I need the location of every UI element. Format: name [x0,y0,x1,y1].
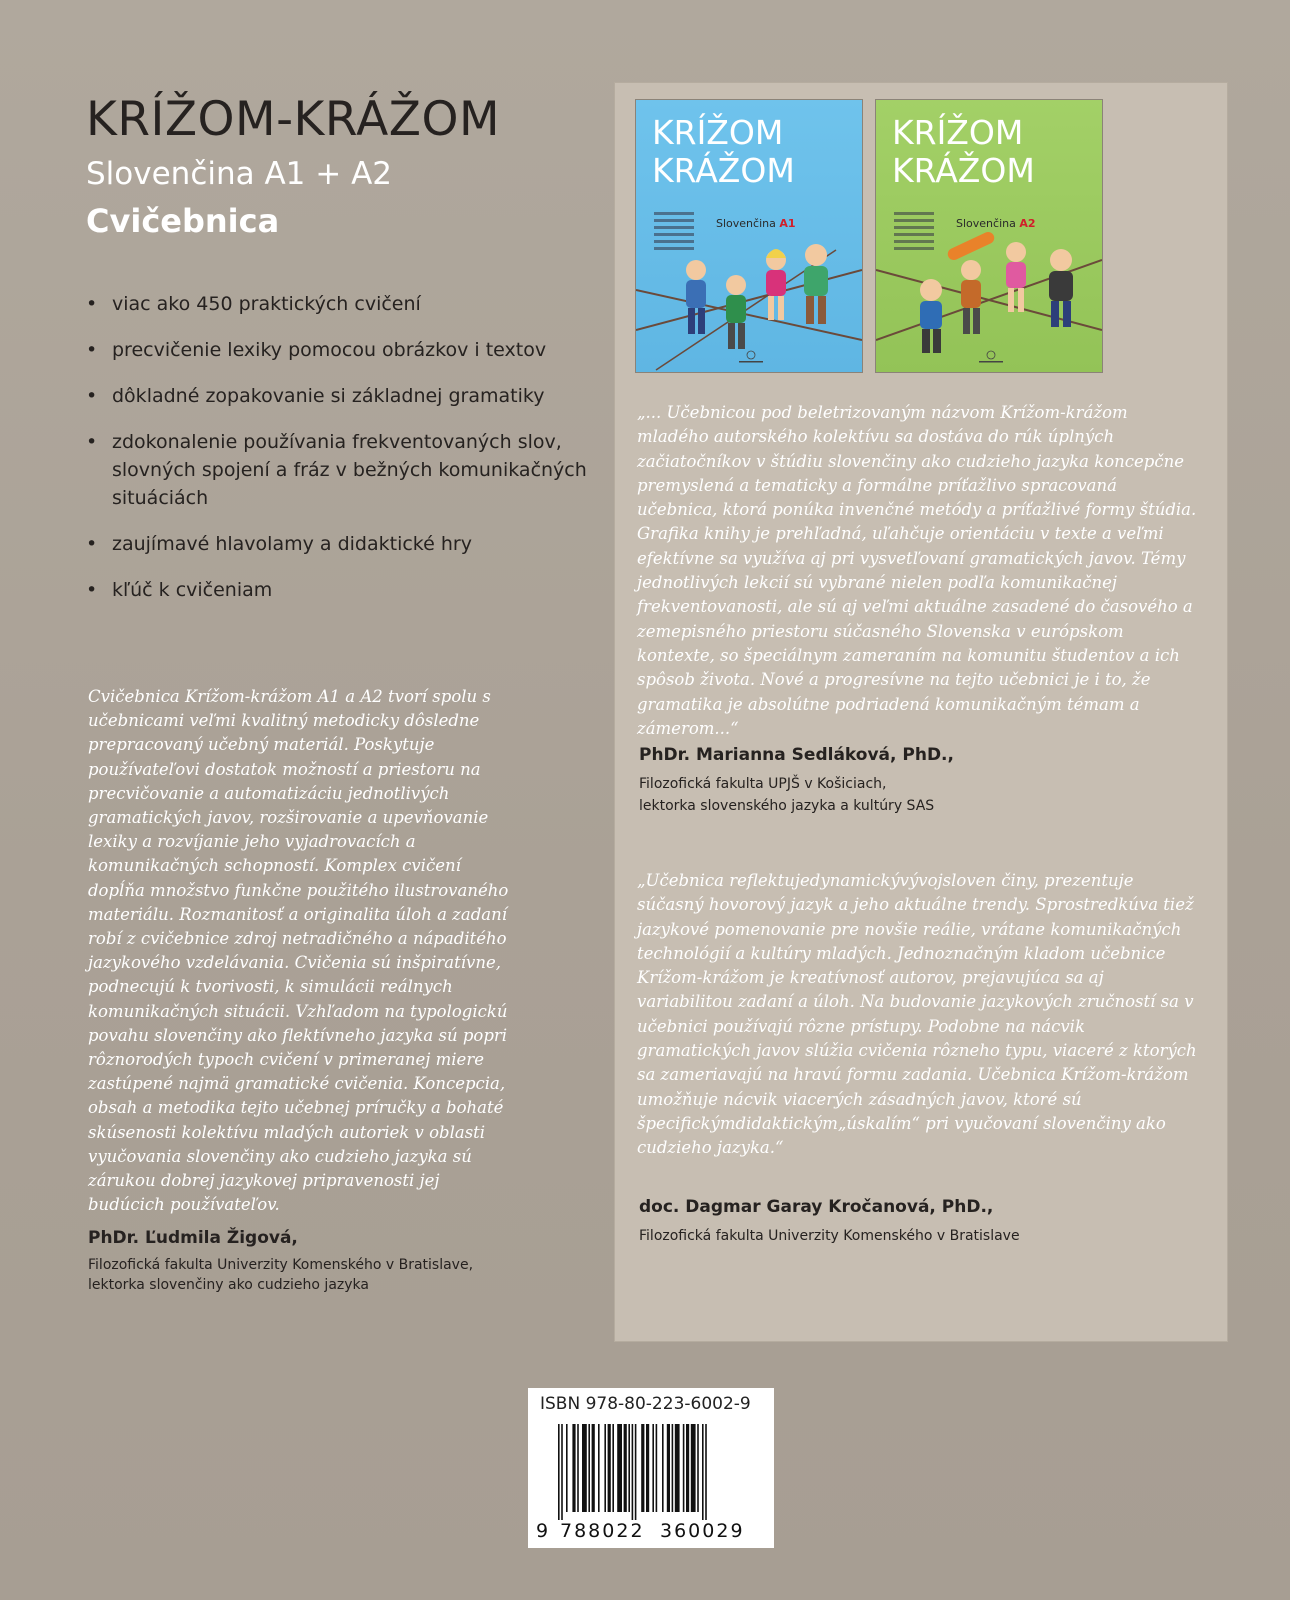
book-subtitle: Slovenčina A1 + A2 [86,156,393,192]
feature-text: viac ako 450 praktických cvičení [112,293,421,315]
feature-item [86,530,606,558]
feature-text: zaujímavé hlavolamy a didaktické hry [112,533,472,555]
barcode-bar [624,1424,627,1512]
feature-text: zdokonalenie používania frekventovaných slov, slovných spojení a fráz v bežných komunikačných situáciách [112,431,587,509]
review-2-author-name: doc. Dagmar Garay Kročanová, PhD., [639,1197,994,1217]
cover-title: KRÍŽOM KRÁŽOM [652,113,795,190]
review-1-author-name: PhDr. Marianna Sedláková, PhD., [639,745,954,765]
cover-level: A1 [779,217,796,230]
reviews-panel [614,82,1228,1342]
bullet-icon: • [86,431,98,453]
feature-list [86,290,606,622]
barcode-digits-right: 360029 [660,1520,745,1542]
barcode-bar [582,1424,587,1512]
barcode-bar [566,1424,568,1512]
feature-item [86,336,606,364]
barcode-bar [686,1424,689,1512]
barcode-bar [604,1424,606,1512]
bullet-icon: • [86,533,98,555]
cover-subtitle [716,217,796,230]
description-author-role: lektorka slovenčiny ako cudzieho jazyka [88,1277,369,1293]
cover-subtitle-text: Slovenčina [716,217,776,230]
review-2-affiliation: Filozofická fakulta Univerzity Komenského v Bratislave [639,1228,1020,1244]
feature-item [86,382,606,410]
review-quote-1: „... Učebnicou pod beletrizovaným názvom Krížom-krážom mladého autorského kolektívu sa dostáva do rúk úplných začiatočníkov v štúdiu slovenčiny ako cudzieho jazyka koncepčne premyslená a tematicky a formálne príťažlivo spracovaná učebnica, ktorá ponúka invenčné metódy a príťažlivé formy štúdia. Grafika knihy je prehľadná, uľahčuje orientáciu v texte a veľmi efektívne sa využíva aj pri vysvetľovaní gramatických javov. Témy jednotlivých lekcií sú vybrané nielen podľa komunikačnej frekventovanosti, ale sú aj veľmi aktuálne zasadené do časového a zemepisného priestoru súčasného Slovenska v európskom kontexte, so špeciálnym zameraním na komunitu študentov a ich spôsob života. Nové a progresívne na tejto učebnici je i to, že gramatika je absolútne podriadená komunikačným témam a zámerom...“ [637,403,1197,738]
review-1-role: lektorka slovenského jazyka a kultúry SAS [639,798,935,814]
barcode-bar [672,1424,674,1512]
barcode-bar [675,1424,680,1512]
barcode-bar [683,1424,685,1512]
barcode-digit-first: 9 [536,1520,549,1542]
barcode-bar [577,1424,579,1512]
barcode-bar [705,1424,707,1520]
barcode-bar [561,1424,563,1520]
barcode-bar [598,1424,600,1512]
barcode-bar [608,1424,611,1512]
barcode-bar [697,1424,699,1512]
feature-text: precvičenie lexiky pomocou obrázkov i textov [112,339,547,361]
feature-item [86,290,606,318]
cover-level: A2 [1019,217,1036,230]
barcode-bar [641,1424,644,1512]
barcode-bar [612,1424,614,1512]
isbn-label: ISBN 978-80-223-6002-9 [540,1394,751,1414]
barcode-bar [656,1424,658,1512]
barcode-bar [632,1424,634,1520]
barcode-bar [667,1424,670,1512]
cover-a1 [635,99,863,373]
bullet-icon: • [86,385,98,407]
barcode-bar [558,1424,560,1520]
feature-item [86,576,606,604]
cover-a2 [875,99,1103,373]
bullet-icon: • [86,339,98,361]
review-1-affiliation: Filozofická fakulta UPJŠ v Košiciach, [639,776,887,792]
barcode-bar [646,1424,649,1512]
book-type: Cvičebnica [86,202,280,240]
barcode [536,1424,766,1520]
barcode-digits-left: 788022 [560,1520,645,1542]
cover-title: KRÍŽOM KRÁŽOM [892,113,1035,190]
cover-subtitle [956,217,1036,230]
feature-item [86,428,606,512]
publisher-logo [971,350,1011,364]
bullet-icon: • [86,293,98,315]
barcode-bar [572,1424,575,1512]
cover-subtitle-text: Slovenčina [956,217,1016,230]
barcode-bar [652,1424,654,1512]
barcode-bar [662,1424,664,1512]
description-author-name: PhDr. Ľudmila Žigová, [88,1228,298,1248]
review-quote-2: „Učebnica reflektujedynamickývývojsloven činy, prezentuje súčasný hovorový jazyk a jeho aktuálne trendy. Sprostredkúva tiež jazykové pomenovanie pre novšie reálie, vrátane komunikačných technológií a kultúry mladých. Jednoznačným kladom učebnice Krížom-krážom je kreatívnosť autorov, prejavujúca sa aj variabilitou zadaní a úloh. Na budovanie jazykových zručností sa v učebnici používajú rôzne prístupy. Podobne na nácvik gramatických javov slúžia cvičenia rôzneho typu, viaceré z ktorých sa zameriavajú na hravú formu zadania. Učebnica Krížom-krážom umožňuje nácvik viacerých zásadných javov, ktoré sú špecifickýmdidaktickým„úskalím“ pri vyučovaní slovenčiny ako cudzieho jazyka.“ [637,871,1197,1158]
book-title: KRÍŽOM-KRÁŽOM [86,92,501,147]
feature-text: dôkladné zopakovanie si základnej gramatiky [112,385,545,407]
feature-text: kľúč k cvičeniam [112,579,273,601]
isbn-barcode-box [528,1388,774,1548]
barcode-bar [617,1424,622,1512]
barcode-bar [702,1424,704,1520]
barcode-bar [592,1424,595,1512]
barcode-bar [691,1424,696,1512]
description-text: Cvičebnica Krížom-krážom A1 a A2 tvorí spolu s učebnicami veľmi kvalitný metodicky dôsledne prepracovaný učebný materiál. Poskytuje používateľovi dostatok možností a priestoru na precvičovanie a automatizáciu jednotlivých gramatických javov, rozširovanie a upevňovanie lexiky a rozvíjanie jeho vyjadrovacích a komunikačných schopností. Komplex cvičení dopĺňa množstvo funkčne použitého ilustrovaného materiálu. Rozmanitosť a originalita úloh a zadaní robí z cvičebnice zdroj netradičného a nápaditého jazykového vzdelávania. Cvičenia sú inšpiratívne, podnecujú k tvorivosti, k simulácii reálnych komunikačných situácii. Vzhľadom na typologickú povahu slovenčiny ako flektívneho jazyka sú popri rôznorodých typoch cvičení v primeranej miere zastúpené najmä gramatické cvičenia. Koncepcia, obsah a metodika tejto učebnej príručky a bohaté skúsenosti kolektívu mladých autoriek v oblasti vyučovania slovenčiny ako cudzieho jazyka sú zárukou dobrej jazykovej pripravenosti jej budúcich používateľov. [88,687,509,1215]
description-author-affiliation: Filozofická fakulta Univerzity Komenského v Bratislave, [88,1257,474,1273]
barcode-bar [635,1424,637,1520]
barcode-bar [588,1424,590,1512]
barcode-bar [628,1424,630,1512]
bullet-icon: • [86,579,98,601]
publisher-logo [731,350,771,364]
